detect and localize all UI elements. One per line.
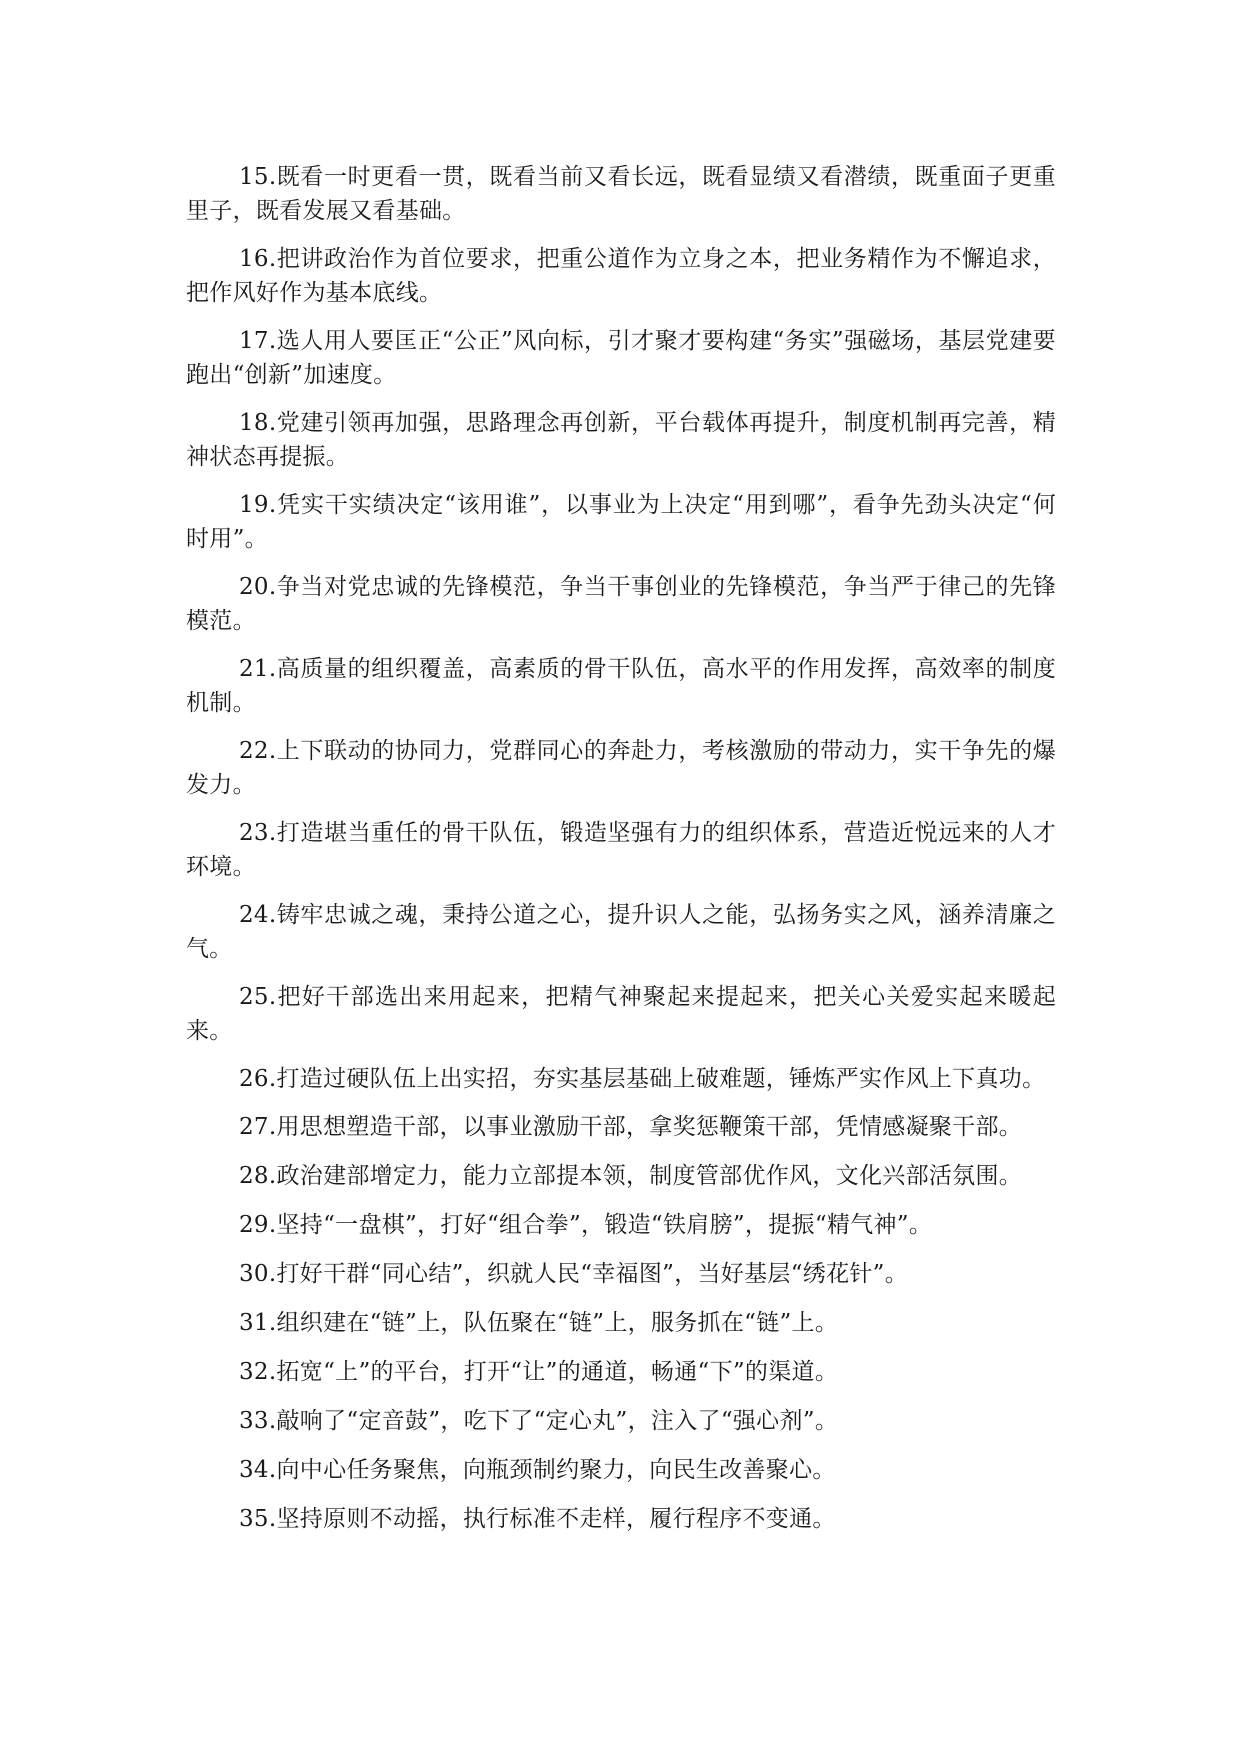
item-number: 35. (239, 1506, 277, 1532)
item-text: 组织建在“链”上，队伍聚在“链”上，服务抓在“链”上。 (276, 1310, 839, 1336)
paragraph-17 (186, 324, 1056, 392)
item-number: 32. (239, 1359, 277, 1385)
item-number: 20. (239, 574, 277, 600)
paragraph-20 (186, 570, 1056, 638)
item-text: 争当对党忠诚的先锋模范，争当干事创业的先锋模范，争当严于律己的先锋模范。 (186, 574, 1056, 634)
document-page (186, 160, 1056, 1551)
paragraph-30 (186, 1257, 1056, 1291)
paragraph-19 (186, 488, 1056, 556)
item-number: 23. (239, 820, 277, 846)
paragraph-28 (186, 1159, 1056, 1193)
item-number: 19. (239, 492, 277, 518)
item-number: 18. (239, 410, 277, 436)
item-number: 28. (239, 1163, 277, 1189)
paragraph-22 (186, 734, 1056, 802)
item-number: 33. (239, 1408, 277, 1434)
item-text: 党建引领再加强，思路理念再创新，平台载体再提升，制度机制再完善，精神状态再提振。 (186, 410, 1056, 470)
paragraph-26 (186, 1062, 1056, 1096)
item-number: 17. (239, 328, 277, 354)
item-text: 把讲政治作为首位要求，把重公道作为立身之本，把业务精作为不懈追求，把作风好作为基本底线。 (186, 246, 1056, 306)
item-text: 政治建部增定力，能力立部提本领，制度管部优作风，文化兴部活氛围。 (276, 1163, 1023, 1189)
item-number: 25. (239, 984, 277, 1010)
item-number: 21. (239, 656, 277, 682)
item-number: 22. (239, 738, 277, 764)
paragraph-21 (186, 652, 1056, 720)
item-number: 30. (239, 1261, 277, 1287)
paragraph-27 (186, 1110, 1056, 1144)
item-text: 打造堪当重任的骨干队伍，锻造坚强有力的组织体系，营造近悦远来的人才环境。 (186, 820, 1056, 880)
item-text: 把好干部选出来用起来，把精气神聚起来提起来，把关心关爱实起来暖起来。 (186, 984, 1056, 1044)
item-text: 拓宽“上”的平台，打开“让”的通道，畅通“下”的渠道。 (276, 1359, 839, 1385)
item-number: 15. (239, 164, 277, 190)
item-text: 敲响了“定音鼓”，吃下了“定心丸”，注入了“强心剂”。 (276, 1408, 839, 1434)
item-number: 27. (239, 1114, 277, 1140)
item-text: 向中心任务聚焦，向瓶颈制约聚力，向民生改善聚心。 (276, 1457, 836, 1483)
item-number: 31. (239, 1310, 277, 1336)
item-text: 上下联动的协同力，党群同心的奔赴力，考核激励的带动力，实干争先的爆发力。 (186, 738, 1056, 798)
paragraph-31 (186, 1306, 1056, 1340)
item-number: 16. (239, 246, 277, 272)
item-text: 既看一时更看一贯，既看当前又看长远，既看显绩又看潜绩，既重面子更重里子，既看发展又看基础。 (186, 164, 1056, 224)
item-text: 铸牢忠诚之魂，秉持公道之心，提升识人之能，弘扬务实之风，涵养清廉之气。 (186, 902, 1056, 962)
item-text: 用思想塑造干部，以事业激励干部，拿奖惩鞭策干部，凭情感凝聚干部。 (276, 1114, 1023, 1140)
item-text: 高质量的组织覆盖，高素质的骨干队伍，高水平的作用发挥，高效率的制度机制。 (186, 656, 1056, 716)
item-text: 打造过硬队伍上出实招，夯实基层基础上破难题，锤炼严实作风上下真功。 (276, 1066, 1046, 1092)
item-text: 凭实干实绩决定“该用谁”，以事业为上决定“用到哪”，看争先劲头决定“何时用”。 (186, 492, 1056, 552)
paragraph-24 (186, 898, 1056, 966)
item-number: 34. (239, 1457, 277, 1483)
paragraph-32 (186, 1355, 1056, 1389)
item-number: 24. (239, 902, 277, 928)
paragraph-25 (186, 980, 1056, 1048)
item-text: 坚持“一盘棋”，打好“组合拳”，锻造“铁肩膀”，提振“精气神”。 (276, 1212, 933, 1238)
paragraph-16 (186, 242, 1056, 310)
item-number: 29. (239, 1212, 277, 1238)
paragraph-33 (186, 1404, 1056, 1438)
paragraph-23 (186, 816, 1056, 884)
paragraph-18 (186, 406, 1056, 474)
item-text: 坚持原则不动摇，执行标准不走样，履行程序不变通。 (276, 1506, 836, 1532)
paragraph-15 (186, 160, 1056, 228)
paragraph-29 (186, 1208, 1056, 1242)
paragraph-35 (186, 1502, 1056, 1536)
item-text: 打好干群“同心结”，织就人民“幸福图”，当好基层“绣花针”。 (276, 1261, 909, 1287)
item-number: 26. (239, 1066, 277, 1092)
paragraph-34 (186, 1453, 1056, 1487)
item-text: 选人用人要匡正“公正”风向标，引才聚才要构建“务实”强磁场，基层党建要跑出“创新”加速度。 (186, 328, 1056, 388)
